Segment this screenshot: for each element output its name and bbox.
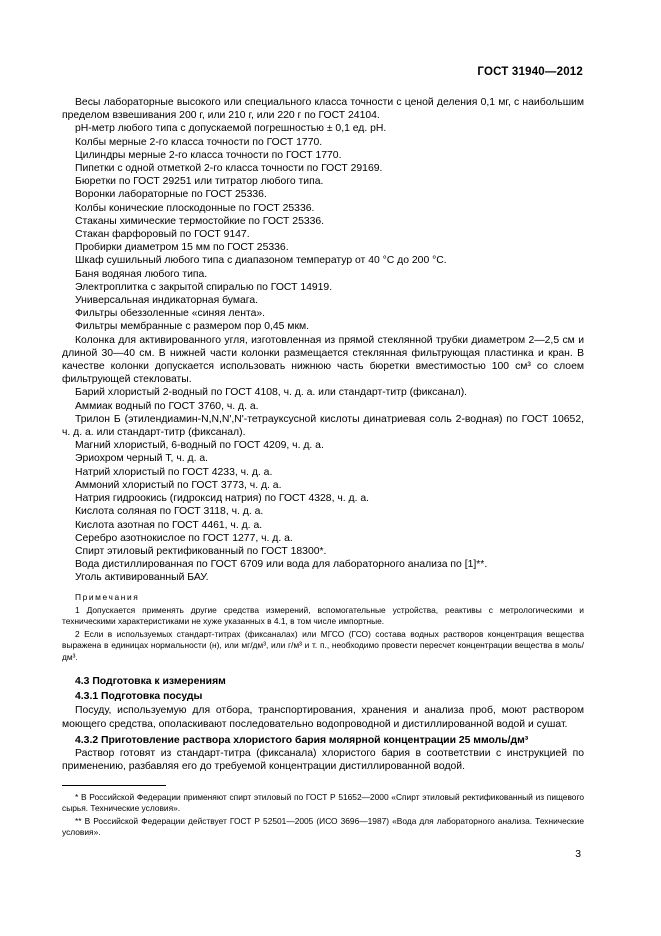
equipment-item: Бюретки по ГОСТ 29251 или титратор любого типа.: [75, 176, 324, 188]
equipment-item: Шкаф сушильный любого типа с диапазоном температур от 40 °С до 200 °С.: [75, 255, 447, 267]
equipment-item: Стакан фарфоровый по ГОСТ 9147.: [75, 229, 250, 241]
equipment-item: Кислота азотная по ГОСТ 4461, ч. д. а.: [75, 519, 263, 531]
document-number-header: ГОСТ 31940—2012: [477, 66, 583, 78]
document-body: [62, 96, 584, 773]
note-item: 2 Если в используемых стандарт-титрах (фиксаналах) или МГСО (ГСО) состава водных растворов концентрация вещества выражена в единицах нормальности (н), или мг/дм³, или г/м³ и т. п., необходимо провести пересчет концентрации вещества в моль/дм³.: [62, 628, 584, 662]
equipment-item: Колонка для активированного угля, изготовленная из прямой стеклянной трубки диаметром 2—2,5 см и длиной 30—40 см. В нижней части колонки размещается стеклянная фильтрующая пластинка и кран. В качестве колонки допускается использовать нижнюю часть бюретки вместимостью 100 см³ со слоем фильтрующей стекловаты.: [62, 334, 584, 386]
equipment-item: Кислота соляная по ГОСТ 3118, ч. д. а.: [75, 506, 264, 518]
equipment-item: Аммиак водный по ГОСТ 3760, ч. д. а.: [75, 400, 259, 412]
equipment-item: Натрий хлористый по ГОСТ 4233, ч. д. а.: [75, 466, 273, 478]
equipment-item: Натрия гидроокись (гидроксид натрия) по ГОСТ 4328, ч. д. а.: [75, 493, 370, 505]
equipment-item: Пробирки диаметром 15 мм по ГОСТ 25336.: [75, 242, 289, 254]
equipment-item: Колбы мерные 2-го класса точности по ГОСТ 1770.: [75, 136, 323, 148]
equipment-item: Электроплитка с закрытой спиралью по ГОСТ 14919.: [75, 281, 333, 293]
paragraph: Раствор готовят из стандарт-титра (фиксанала) хлористого бария в соответствии с инструкцией по применению, разбавляя его до требуемой концентрации дистиллированной водой.: [62, 747, 584, 773]
subsection-heading: 4.3.2 Приготовление раствора хлористого бария молярной концентрации 25 ммоль/дм³: [75, 734, 529, 746]
page-number: 3: [575, 849, 581, 860]
notes-title: Примечания: [75, 591, 140, 602]
equipment-item: Стаканы химические термостойкие по ГОСТ 25336.: [75, 215, 325, 227]
notes-block: [62, 592, 584, 663]
equipment-item: Барий хлористый 2-водный по ГОСТ 4108, ч. д. а. или стандарт-титр (фиксанал).: [75, 387, 468, 399]
footnote: ** В Российской Федерации действует ГОСТ Р 52501—2005 (ИСО 3696—1987) «Вода для лабораторного анализа. Технические условия».: [62, 815, 584, 838]
equipment-item: Вода дистиллированная по ГОСТ 6709 или вода для лабораторного анализа по [1]**.: [75, 559, 488, 571]
footnote: * В Российской Федерации применяют спирт этиловый по ГОСТ Р 51652—2000 «Спирт этиловый ректификованный из пищевого сырья. Технические условия».: [62, 792, 584, 814]
note-item: 1 Допускается применять другие средства измерений, вспомогательные устройства, реактивы с метрологическими и техническими характеристиками не хуже указанных в 4.1, в том числе импортные.: [62, 604, 584, 627]
equipment-item: Фильтры мембранные с размером пор 0,45 мкм.: [75, 321, 310, 333]
equipment-item: Магний хлористый, 6-водный по ГОСТ 4209, ч. д. а.: [75, 440, 324, 452]
equipment-item: Баня водяная любого типа.: [75, 268, 208, 280]
equipment-item: Весы лабораторные высокого или специального класса точности с ценой деления 0,1 мг, с наибольшим пределом взвешивания 200 г, или 210 г, или 220 г по ГОСТ 24104.: [62, 97, 584, 122]
equipment-item: Уголь активированный БАУ.: [75, 572, 209, 584]
paragraph: Посуду, используемую для отбора, транспортирования, хранения и анализа проб, моют раствором моющего средства, ополаскивают последовательно водопроводной и дистиллированной водой и сушат.: [62, 705, 584, 730]
equipment-item: Спирт этиловый ректификованный по ГОСТ 18300*.: [75, 545, 327, 557]
subsection-heading: 4.3.1 Подготовка посуды: [75, 691, 203, 703]
footnotes: [62, 792, 584, 840]
equipment-item: Воронки лабораторные по ГОСТ 25336.: [75, 189, 267, 201]
equipment-item: Эриохром черный Т, ч. д. а.: [75, 453, 209, 465]
equipment-item: Пипетки с одной отметкой 2-го класса точности по ГОСТ 29169.: [75, 163, 383, 175]
equipment-item: Трилон Б (этилендиамин-N,N,N',N'-тетрауксусной кислоты динатриевая соль 2-водная) по ГОСТ 10652, ч. д. а. или стандарт-титр (фиксанал).: [62, 413, 584, 439]
equipment-item: Серебро азотнокислое по ГОСТ 1277, ч. д. а.: [75, 532, 293, 544]
equipment-item: Колбы конические плоскодонные по ГОСТ 25336.: [75, 202, 315, 214]
footnote-divider: [62, 785, 166, 786]
equipment-item: Аммоний хлористый по ГОСТ 3773, ч. д. а.: [75, 479, 282, 491]
equipment-list: [62, 96, 584, 585]
equipment-item: Фильтры обеззоленные «синяя лента».: [75, 308, 266, 320]
equipment-item: рН-метр любого типа с допускаемой погрешностью ± 0,1 ед. рН.: [75, 123, 387, 135]
equipment-item: Цилиндры мерные 2-го класса точности по ГОСТ 1770.: [75, 149, 342, 161]
section-heading: 4.3 Подготовка к измерениям: [75, 675, 226, 687]
equipment-item: Универсальная индикаторная бумага.: [75, 295, 259, 307]
